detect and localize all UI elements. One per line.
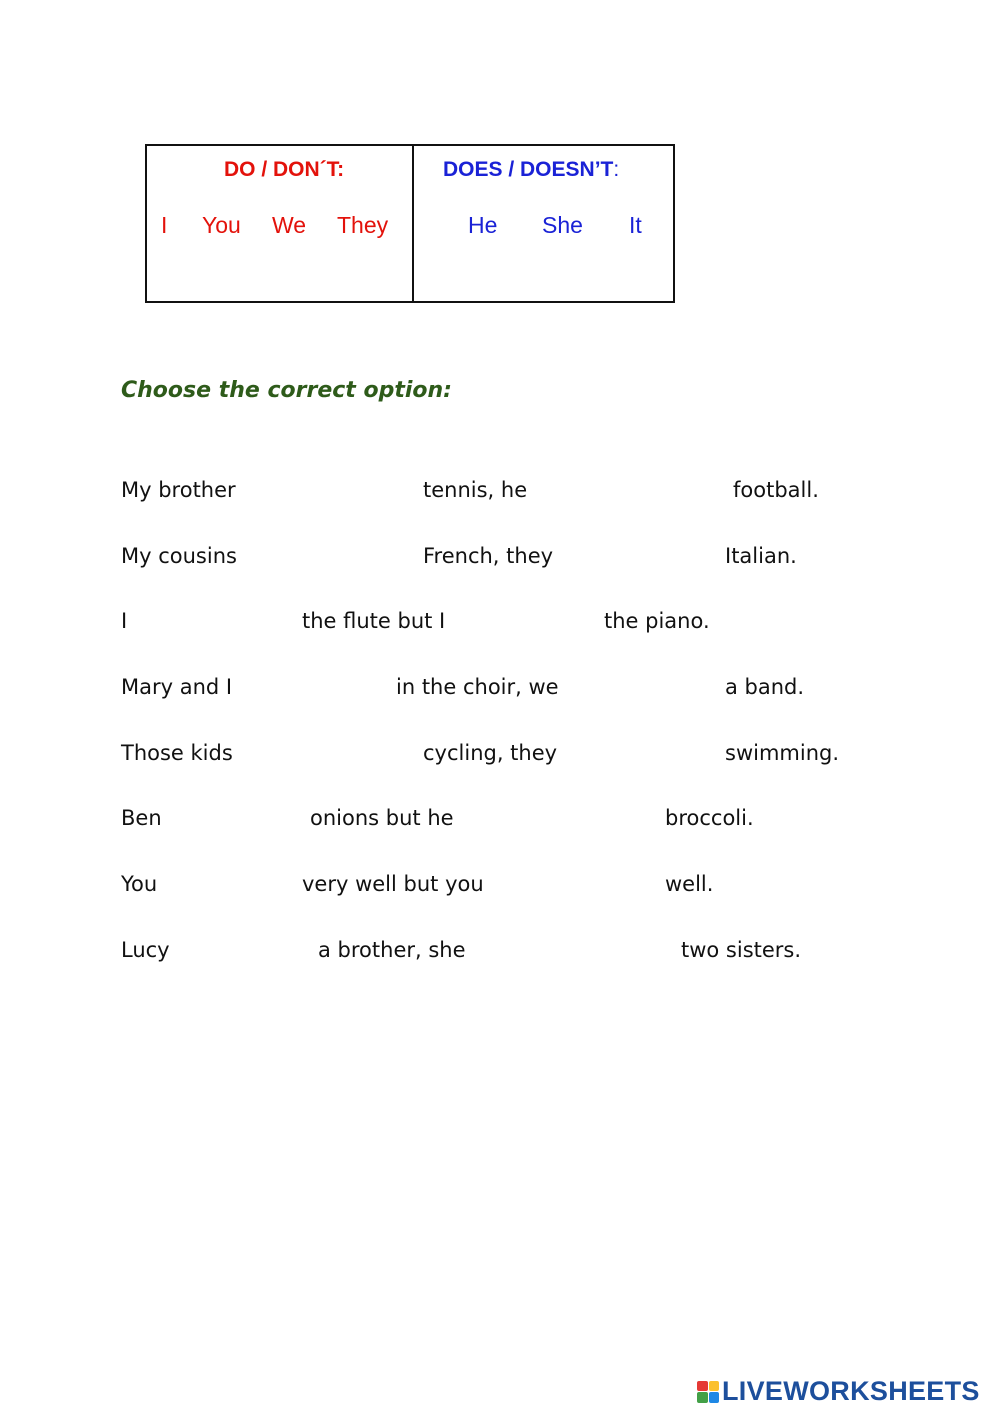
sentence-6-part-1: Ben (121, 806, 162, 830)
sentence-2-blank-1[interactable] (262, 544, 412, 572)
sentence-8-part-1: Lucy (121, 938, 170, 962)
does-doesnt-header (443, 158, 619, 182)
sentence-1-blank-2[interactable] (555, 478, 725, 506)
liveworksheets-brand (697, 1376, 980, 1407)
grammar-reference-table (145, 144, 675, 303)
instruction-heading: Choose the correct option: (121, 378, 452, 403)
pronoun-you: You (202, 212, 241, 238)
sentence-2-part-3: Italian. (725, 544, 797, 568)
pronoun-they: They (337, 212, 389, 238)
sentence-5-blank-2[interactable] (585, 741, 715, 769)
sentence-2-part-2: French, they (423, 544, 554, 568)
sentence-4-part-2: in the choir, we (396, 675, 559, 699)
sentence-3-part-1: I (121, 609, 128, 633)
sentence-3-blank-1[interactable] (145, 609, 290, 637)
table-divider (412, 146, 414, 301)
sentence-3-part-2: the flute but I (302, 609, 446, 633)
sentence-4-blank-1[interactable] (260, 675, 385, 703)
pronoun-it: It (629, 212, 642, 238)
sentence-3-part-3: the piano. (604, 609, 710, 633)
sentence-6-part-2: onions but he (310, 806, 454, 830)
sentence-8-blank-1[interactable] (185, 938, 310, 966)
sentence-5-part-2: cycling, they (423, 741, 558, 765)
sentence-3-blank-2[interactable] (480, 609, 595, 637)
sentence-7-blank-2[interactable] (520, 872, 655, 900)
liveworksheets-logo-icon (697, 1381, 719, 1403)
sentence-7-part-3: well. (665, 872, 714, 896)
sentence-8-part-2: a brother, she (318, 938, 466, 962)
sentence-6-blank-2[interactable] (485, 806, 655, 834)
sentence-6-part-3: broccoli. (665, 806, 754, 830)
sentence-8-part-3: two sisters. (681, 938, 802, 962)
pronoun-we: We (272, 212, 307, 238)
sentence-7-blank-1[interactable] (172, 872, 292, 900)
sentence-5-part-3: swimming. (725, 741, 840, 765)
sentence-7-part-2: very well but you (302, 872, 484, 896)
sentence-4-part-1: Mary and I (121, 675, 233, 699)
sentence-5-part-1: Those kids (121, 741, 233, 765)
sentence-7-part-1: You (121, 872, 158, 896)
sentence-5-blank-1[interactable] (262, 741, 412, 769)
sentence-1-part-2: tennis, he (423, 478, 528, 502)
sentence-6-blank-1[interactable] (175, 806, 300, 834)
pronoun-i: I (161, 212, 168, 238)
brand-wordmark: LIVEWORKSHEETS (722, 1376, 980, 1406)
sentence-2-part-1: My cousins (121, 544, 237, 568)
pronoun-he: He (468, 212, 498, 238)
sentence-4-part-3: a band. (725, 675, 805, 699)
does-doesnt-header-text: DOES / DOESN’T (443, 158, 614, 181)
sentence-1-blank-1[interactable] (262, 478, 412, 506)
sentence-8-blank-2[interactable] (495, 938, 670, 966)
sentence-1-part-3: football. (733, 478, 819, 502)
sentence-2-blank-2[interactable] (585, 544, 715, 572)
does-doesnt-colon: : (613, 158, 620, 181)
sentence-4-blank-2[interactable] (590, 675, 715, 703)
pronoun-she: She (542, 212, 583, 238)
sentence-1-part-1: My brother (121, 478, 236, 502)
do-dont-header: DO / DON´T: (224, 158, 345, 181)
